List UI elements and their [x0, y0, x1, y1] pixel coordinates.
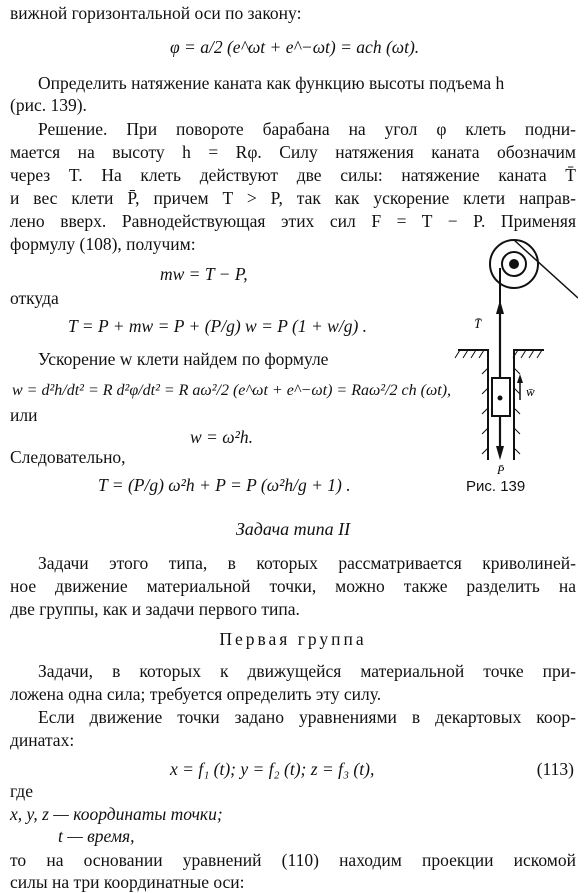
- equation-mw: mw = T − P,: [160, 264, 248, 284]
- acceleration-arrow-icon: [517, 374, 523, 383]
- equation-113: x = f₁ (t); y = f₂ (t); z = f₃ (t),: [170, 759, 375, 779]
- text-line: Если движение точки задано уравнениями в декартовых коор-: [38, 707, 576, 727]
- text-line: ложена одна сила; требуется определить эту силу.: [10, 684, 382, 704]
- section-heading: Задача типа II: [235, 519, 351, 539]
- equation-number: (113): [536, 759, 574, 779]
- text-line: мается на высоту h = Rφ. Силу натяжения каната обозначим: [10, 142, 576, 162]
- equation-phi: φ = a/2 (e^ωt + e^−ωt) = ach (ωt).: [170, 37, 420, 57]
- text-line: Задачи, в которых к движущейся материальной точке при-: [38, 661, 576, 681]
- text-line: то на основании уравнений (110) находим проекции искомой: [10, 850, 576, 870]
- text-line: вижной горизонтальной оси по закону:: [10, 3, 302, 23]
- text-line: формулу (108), получим:: [10, 234, 196, 254]
- text-line: откуда: [10, 288, 59, 308]
- text-line: t — время,: [58, 826, 135, 846]
- equation-T1: T = P + mw = P + (P/g) w = P (1 + w/g) .: [68, 316, 368, 336]
- figure-caption: Рис. 139: [466, 478, 526, 495]
- text-line: через T. На клеть действуют две силы: натяжение каната T̄: [10, 165, 576, 185]
- text-line: динатах:: [10, 730, 75, 750]
- text-line: силы на три координатные оси:: [10, 872, 245, 892]
- equation-T2: T = (P/g) ω²h + P = P (ω²h/g + 1) .: [98, 475, 351, 495]
- label-T: T̄: [474, 316, 482, 331]
- text-line: лено вверх. Равнодействующая этих сил F = T − P. Применяя: [10, 211, 576, 231]
- text-line: (рис. 139).: [10, 95, 87, 115]
- text-line: и вес клети P̄, причем T > P, так как ускорение клети направ-: [10, 188, 576, 208]
- text-line: или: [10, 405, 38, 425]
- text-line: Определить натяжение каната как функцию высоты подъема h: [38, 73, 505, 93]
- label-w: w̄: [526, 384, 535, 399]
- equation-w1: w = d²h/dt² = R d²φ/dt² = R aω²/2 (e^ωt + e^−ωt) = Raω²/2 ch (ωt),: [12, 382, 452, 399]
- label-P: P̄: [497, 463, 505, 477]
- text-line: x, y, z — координаты точки;: [10, 804, 223, 824]
- text-line: где: [10, 781, 33, 801]
- text-line: ное движение материальной точки, можно также разделить на: [10, 576, 576, 596]
- equation-w2: w = ω²h.: [190, 427, 253, 447]
- text-line: две группы, как и задачи первого типа.: [10, 599, 300, 619]
- text-line: Ускорение w клети найдем по формуле: [38, 349, 329, 369]
- tension-arrow-icon: [496, 300, 504, 314]
- weight-arrow-icon: [496, 446, 504, 460]
- figure-139: [448, 228, 578, 478]
- subsection-heading: Первая группа: [219, 629, 367, 649]
- solution-paragraph-start: Решение. При повороте барабана на угол φ клеть подни-: [38, 119, 576, 139]
- text-line: Следовательно,: [10, 447, 126, 467]
- text-line: Задачи этого типа, в которых рассматривается криволиней-: [38, 553, 576, 573]
